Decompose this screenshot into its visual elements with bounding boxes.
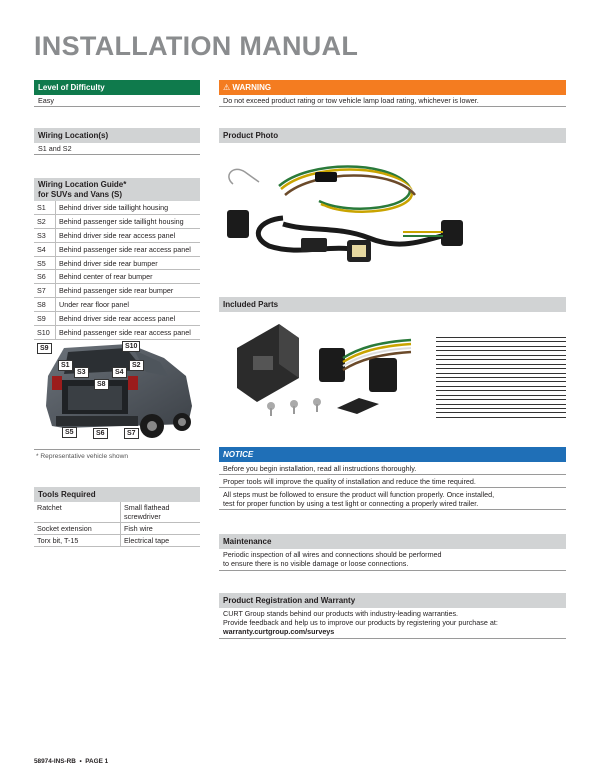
tag-s8: S8	[94, 379, 109, 390]
guide-row	[34, 228, 200, 242]
guide-row	[34, 242, 200, 256]
product-photo	[219, 146, 566, 276]
guide-row	[34, 312, 200, 326]
registration-header-label: Product Registration and Warranty	[223, 596, 356, 605]
vehicle-caption: * Representative vehicle shown	[36, 453, 128, 460]
maintenance-header	[219, 534, 566, 549]
vehicle-divider	[34, 449, 200, 450]
guide-row	[34, 284, 200, 298]
maintenance-line-2: to ensure there is no visible damage or loose connections.	[223, 559, 409, 568]
registration-header	[219, 593, 566, 608]
page-title: INSTALLATION MANUAL	[34, 31, 359, 61]
tag-s1: S1	[58, 360, 73, 371]
difficulty-value	[34, 95, 200, 107]
guide-row-code: S5	[34, 256, 56, 270]
tools-row	[34, 535, 200, 547]
guide-row-desc: Behind passenger side rear bumper	[56, 284, 201, 298]
guide-row	[34, 201, 200, 214]
tag-s10: S10	[122, 341, 140, 352]
guide-row	[34, 214, 200, 228]
notice-line-2	[219, 476, 566, 488]
guide-row-desc: Behind driver side taillight housing	[56, 201, 201, 214]
guide-row-desc: Behind passenger side rear access panel	[56, 242, 201, 256]
registration-text	[219, 608, 566, 639]
warning-header-label: WARNING	[232, 83, 272, 92]
tools-row	[34, 523, 200, 535]
tools-row-right: Fish wire	[121, 523, 201, 535]
tools-row-right: Electrical tape	[121, 535, 201, 547]
guide-row	[34, 270, 200, 284]
guide-row-desc: Behind driver side rear bumper	[56, 256, 201, 270]
tag-s7: S7	[124, 428, 139, 439]
maintenance-line-1: Periodic inspection of all wires and connections should be performed	[223, 550, 442, 559]
wiring-location-header	[34, 128, 200, 143]
warning-text	[219, 95, 566, 107]
notice-line-4-text: test for proper function by using a test light or connecting a properly wired trailer.	[223, 499, 479, 508]
notice-line-1	[219, 463, 566, 475]
tools-row	[34, 502, 200, 523]
tag-s3: S3	[74, 367, 89, 378]
tools-header-label: Tools Required	[38, 490, 96, 499]
guide-row-desc: Under rear floor panel	[56, 298, 201, 312]
warning-triangle-icon: ⚠	[223, 83, 231, 92]
guide-row-desc: Behind driver side rear access panel	[56, 228, 201, 242]
warning-header	[219, 80, 566, 95]
guide-row-code: S7	[34, 284, 56, 298]
difficulty-header	[34, 80, 200, 95]
tools-row-right: Small flathead screwdriver	[121, 502, 201, 523]
notice-line-3-text: All steps must be followed to ensure the product will function properly. Once installed,	[223, 490, 495, 499]
registration-line-1: CURT Group stands behind our products with industry-leading warranties.	[223, 609, 459, 618]
maintenance-text	[219, 549, 566, 571]
parts-list-lines	[436, 337, 566, 421]
wiring-guide-header-line1: Wiring Location Guide*	[38, 180, 127, 189]
guide-row-code: S10	[34, 326, 56, 340]
page-footer: 58974-INS-RB • PAGE 1	[34, 758, 109, 765]
suv-rear-image	[34, 336, 200, 444]
tools-table	[34, 502, 200, 547]
product-photo-header	[219, 128, 566, 143]
difficulty-header-label: Level of Difficulty	[38, 83, 105, 92]
registration-line-2: Provide feedback and help us to improve our products by registering your purchase at:	[223, 618, 498, 627]
notice-line-2-text: Proper tools will improve the quality of installation and reduce the time required.	[223, 477, 476, 486]
guide-row-code: S8	[34, 298, 56, 312]
tools-row-left: Ratchet	[34, 502, 121, 523]
guide-row-code: S3	[34, 228, 56, 242]
tag-s5: S5	[62, 427, 77, 438]
wiring-guide-table	[34, 201, 200, 340]
guide-row-code: S6	[34, 270, 56, 284]
maintenance-header-label: Maintenance	[223, 537, 272, 546]
wiring-location-value-text: S1 and S2	[38, 144, 72, 153]
included-parts-header-label: Included Parts	[223, 300, 279, 309]
warranty-link[interactable]: warranty.curtgroup.com/surveys	[223, 627, 335, 636]
guide-row-desc: Behind center of rear bumper	[56, 270, 201, 284]
wiring-harness-image	[219, 146, 566, 276]
included-parts-header	[219, 297, 566, 312]
tools-header	[34, 487, 200, 502]
wiring-location-value	[34, 143, 200, 155]
parts-illustration	[219, 318, 419, 423]
wiring-guide-header	[34, 178, 200, 201]
guide-row-desc: Behind driver side rear access panel	[56, 312, 201, 326]
tag-s6: S6	[93, 428, 108, 439]
warning-text-content: Do not exceed product rating or tow vehicle lamp load rating, whichever is lower.	[223, 96, 479, 105]
wiring-guide-header-line2: for SUVs and Vans (S)	[38, 190, 123, 199]
wiring-location-header-label: Wiring Location(s)	[38, 131, 109, 140]
included-parts-image	[219, 318, 419, 423]
notice-line-3	[219, 489, 566, 510]
guide-row-desc: Behind passenger side taillight housing	[56, 214, 201, 228]
guide-row	[34, 298, 200, 312]
guide-row-code: S2	[34, 214, 56, 228]
notice-header-label: NOTICE	[223, 450, 254, 459]
tag-s4: S4	[112, 367, 127, 378]
guide-row	[34, 256, 200, 270]
tag-s9: S9	[37, 343, 52, 354]
notice-header	[219, 447, 566, 462]
guide-row-desc: Behind passenger side rear access panel	[56, 326, 201, 340]
product-photo-header-label: Product Photo	[223, 131, 279, 140]
tools-row-left: Torx bit, T-15	[34, 535, 121, 547]
guide-row-code: S1	[34, 201, 56, 214]
difficulty-value-text: Easy	[38, 96, 54, 105]
tools-row-left: Socket extension	[34, 523, 121, 535]
guide-row-code: S4	[34, 242, 56, 256]
tag-s2: S2	[129, 360, 144, 371]
vehicle-illustration	[34, 336, 200, 444]
notice-line-1-text: Before you begin installation, read all instructions thoroughly.	[223, 464, 417, 473]
guide-row-code: S9	[34, 312, 56, 326]
